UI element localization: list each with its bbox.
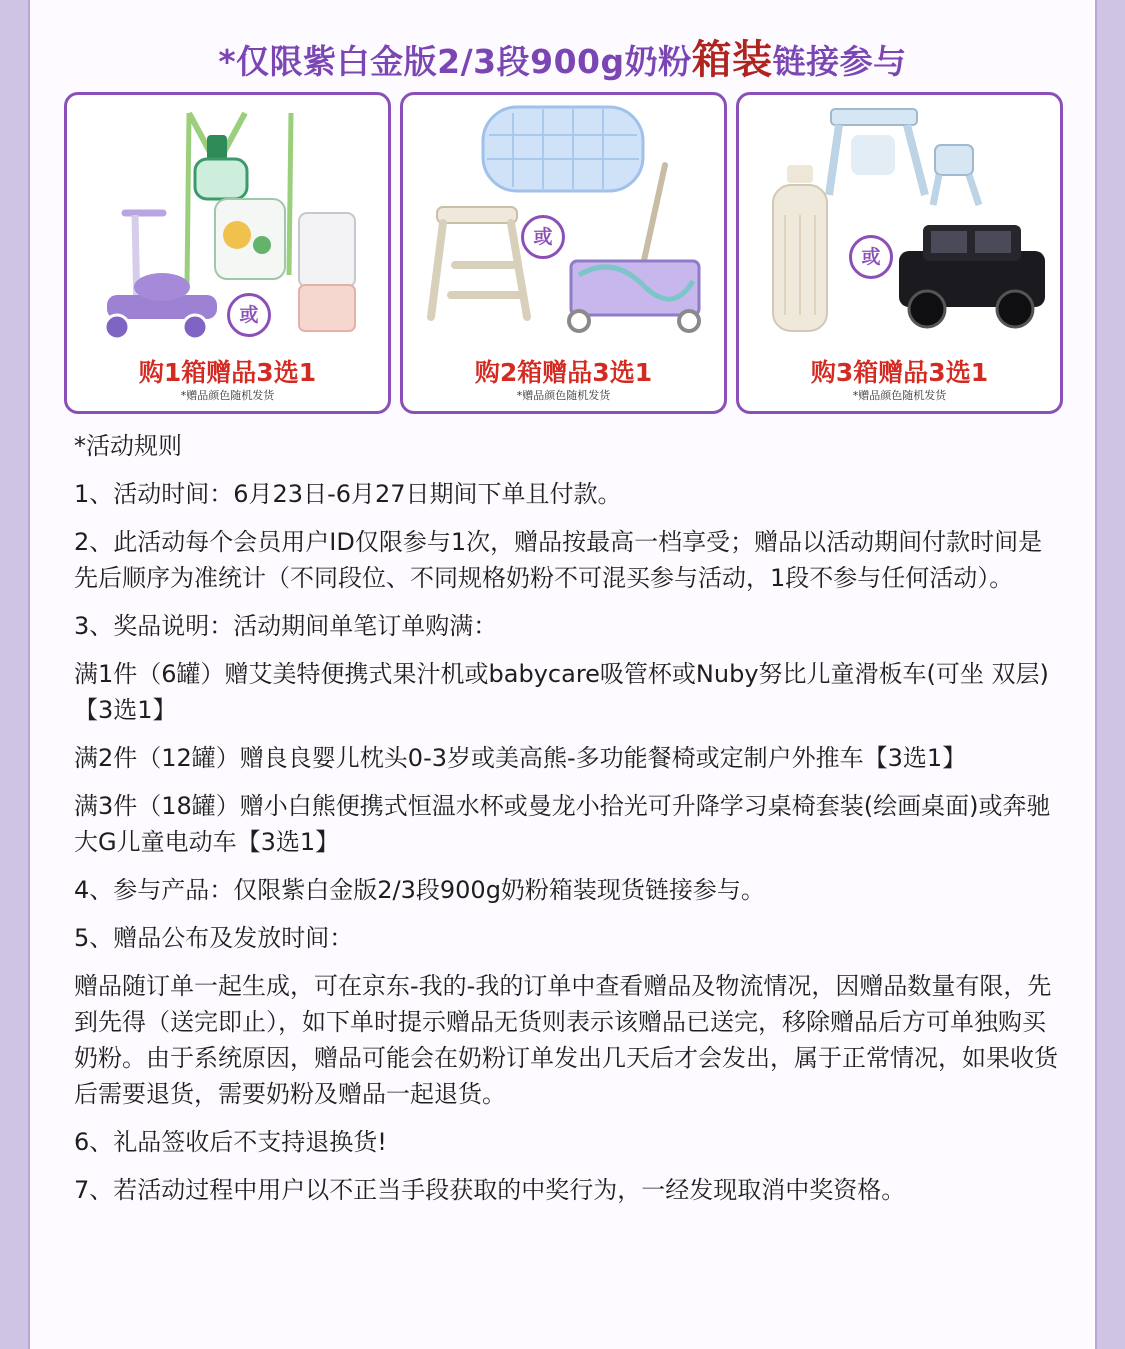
or-badge-2: 或: [521, 215, 565, 259]
rule-tier-2: 满2件（12罐）赠良良婴儿枕头0-3岁或美高熊-多功能餐椅或定制户外推车【3选1】: [74, 744, 967, 772]
rule-tier-1: 满1件（6罐）赠艾美特便携式果汁机或babycare吸管杯或Nuby努比儿童滑板车(可坐 双层)【3选1】: [74, 660, 1049, 724]
gift-card-1: [64, 92, 391, 414]
rule-item-1: 1、活动时间：6月23日-6月27日期间下单且付款。: [74, 480, 622, 508]
title-highlight: 箱装: [691, 37, 773, 83]
rule-item-5: 5、赠品公布及发放时间：: [74, 924, 354, 952]
gift-title-1: 购1箱赠品3选1: [138, 358, 317, 387]
gift-title-2: 购2箱赠品3选1: [474, 358, 653, 387]
rule-item-7: 7、若活动过程中用户以不正当手段获取的中奖行为，一经发现取消中奖资格。: [74, 1176, 906, 1204]
page-title: [30, 28, 1095, 85]
or-badge-1: 或: [227, 293, 271, 337]
gift-card-2: [400, 92, 727, 414]
rule-item-3: 3、奖品说明：活动期间单笔订单购满：: [74, 612, 498, 640]
rule-item-6: 6、礼品签收后不支持退换货!: [74, 1128, 387, 1156]
promo-panel: [28, 0, 1097, 1349]
gift-card-3: [736, 92, 1063, 414]
gift-note-2: *赠品颜色随机发货: [516, 389, 611, 402]
rule-item-4: 4、参与产品：仅限紫白金版2/3段900g奶粉箱装现货链接参与。: [74, 876, 765, 904]
rule-tier-3: 满3件（18罐）赠小白熊便携式恒温水杯或曼龙小拾光可升降学习桌椅套装(绘画桌面)或奔驰大G儿童电动车【3选1】: [74, 792, 1051, 856]
rule-item-5-detail: 赠品随订单一起生成，可在京东-我的-我的订单中查看赠品及物流情况，因赠品数量有限，先到先得（送完即止），如下单时提示赠品无货则表示该赠品已送完，移除赠品后方可单独购买奶粉。由于系统原因，赠品可能会在奶粉订单发出几天后才会发出，属于正常情况，如果收货后需要退货，需要奶粉及赠品一起退货。: [74, 972, 1058, 1108]
gift-note-3: *赠品颜色随机发货: [852, 389, 947, 402]
title-prefix: *仅限紫白金版2/3段900g奶粉: [218, 42, 692, 81]
gift-title-3: 购3箱赠品3选1: [810, 358, 989, 387]
or-badge-3: 或: [849, 235, 893, 279]
rules-heading: *活动规则: [74, 432, 182, 460]
title-suffix: 链接参与: [772, 42, 907, 81]
rules-section: [74, 428, 1059, 1220]
gift-note-1: *赠品颜色随机发货: [180, 389, 275, 402]
rule-item-2: 2、此活动每个会员用户ID仅限参与1次，赠品按最高一档享受；赠品以活动期间付款时间是先后顺序为准统计（不同段位、不同规格奶粉不可混买参与活动，1段不参与任何活动）。: [74, 528, 1043, 592]
